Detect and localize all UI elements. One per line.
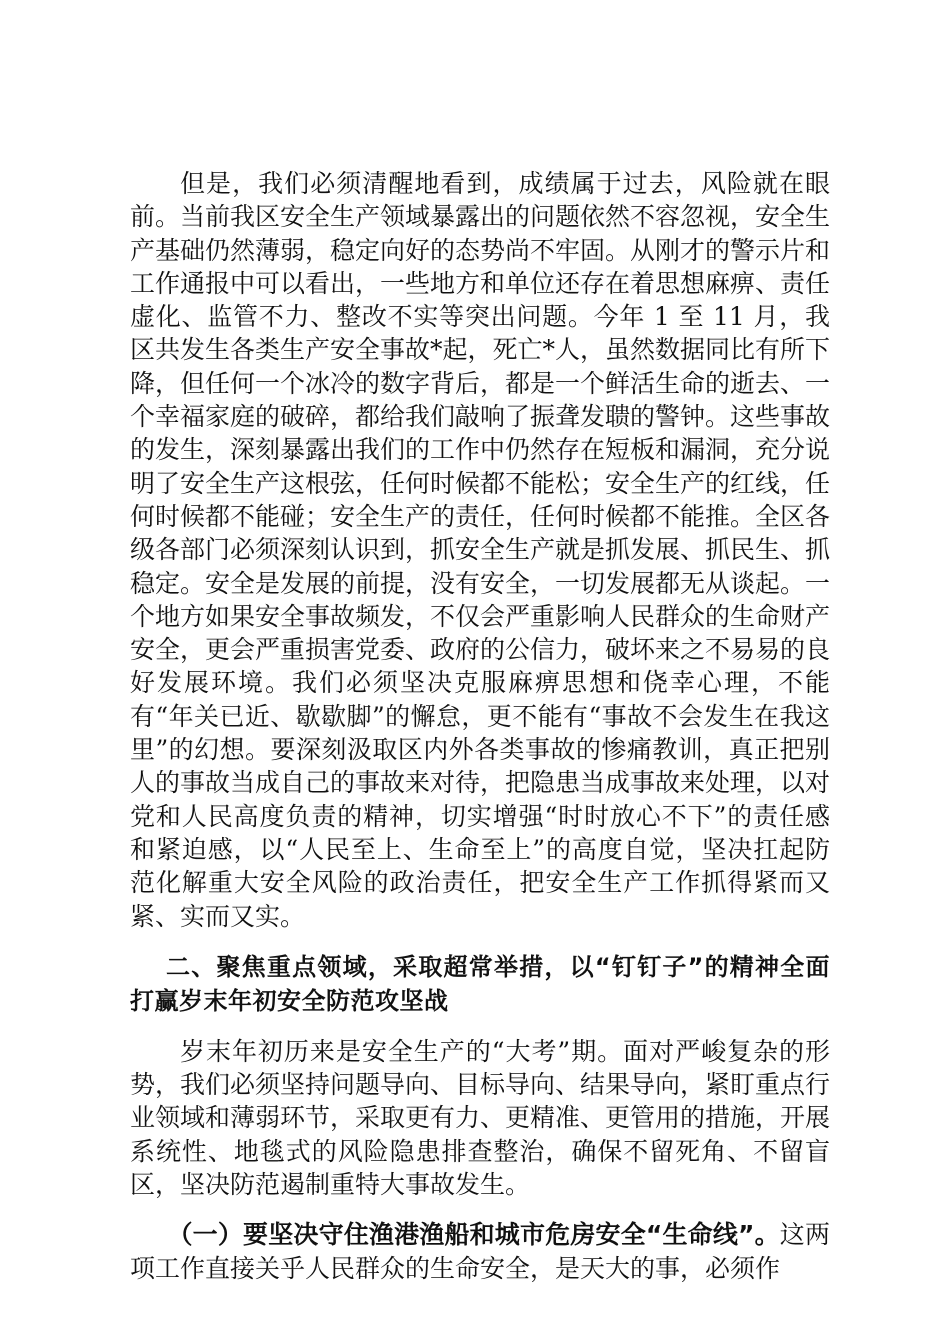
subsection-text: 这两项工作直接关乎人民群众的生命安全，是天大的事，必须作 — [130, 1220, 830, 1283]
document-body — [130, 167, 830, 1285]
subsection-heading: （一）要坚决守住渔港渔船和城市危房安全“生命线”。 — [167, 1220, 780, 1250]
body-paragraph: 岁末年初历来是安全生产的“大考”期。面对严峻复杂的形势，我们必须坚持问题导向、目标导向、结果导向，紧盯重点行业领域和薄弱环节，采取更有力、更精准、更管用的措施，开展系统性、地毯式的风险隐患排查整治，确保不留死角、不留盲区，坚决防范遏制重特大事故发生。 — [130, 1036, 831, 1200]
body-paragraph: 但是，我们必须清醒地看到，成绩属于过去，风险就在眼前。当前我区安全生产领域暴露出的问题依然不容忽视，安全生产基础仍然薄弱，稳定向好的态势尚不牢固。从刚才的警示片和工作通报中可以看出，一些地方和单位还存在着思想麻痹、责任虚化、监管不力、整改不实等突出问题。今年 1 至 11 月，我区共发生各类生产安全事故*起，死亡*人，虽然数据同比有所下降，但任何一个冰冷的数字背后，都是一个鲜活生命的逝去、一个幸福家庭的破碎，都给我们敲响了振聋发聩的警钟。这些事故的发生，深刻暴露出我们的工作中仍然存在短板和漏洞，充分说明了安全生产这根弦，任何时候都不能松；安全生产的红线，任何时候都不能碰；安全生产的责任，任何时候都不能推。全区各级各部门必须深刻认识到，抓安全生产就是抓发展、抓民生、抓稳定。安全是发展的前提，没有安全，一切发展都无从谈起。一个地方如果安全事故频发，不仅会严重影响人民群众的生命财产安全，更会严重损害党委、政府的公信力，破坏来之不易易的良好发展环境。我们必须坚决克服麻痹思想和侥幸心理，不能有“年关已近、歇歇脚”的懈怠，更不能有“事故不会发生在我这里”的幻想。要深刻汲取区内外各类事故的惨痛教训，真正把别人的事故当成自己的事故来对待，把隐患当成事故来处理，以对党和人民高度负责的精神，切实增强“时时放心不下”的责任感和紧迫感，以“人民至上、生命至上”的高度自觉，坚决扛起防范化解重大安全风险的政治责任，把安全生产工作抓得紧而又紧、实而又实。 — [130, 169, 831, 931]
body-paragraph-with-subheading — [130, 1218, 830, 1285]
section-heading: 二、聚焦重点领域，采取超常举措，以“钉钉子”的精神全面打赢岁末年初安全防范攻坚战 — [130, 952, 830, 1015]
